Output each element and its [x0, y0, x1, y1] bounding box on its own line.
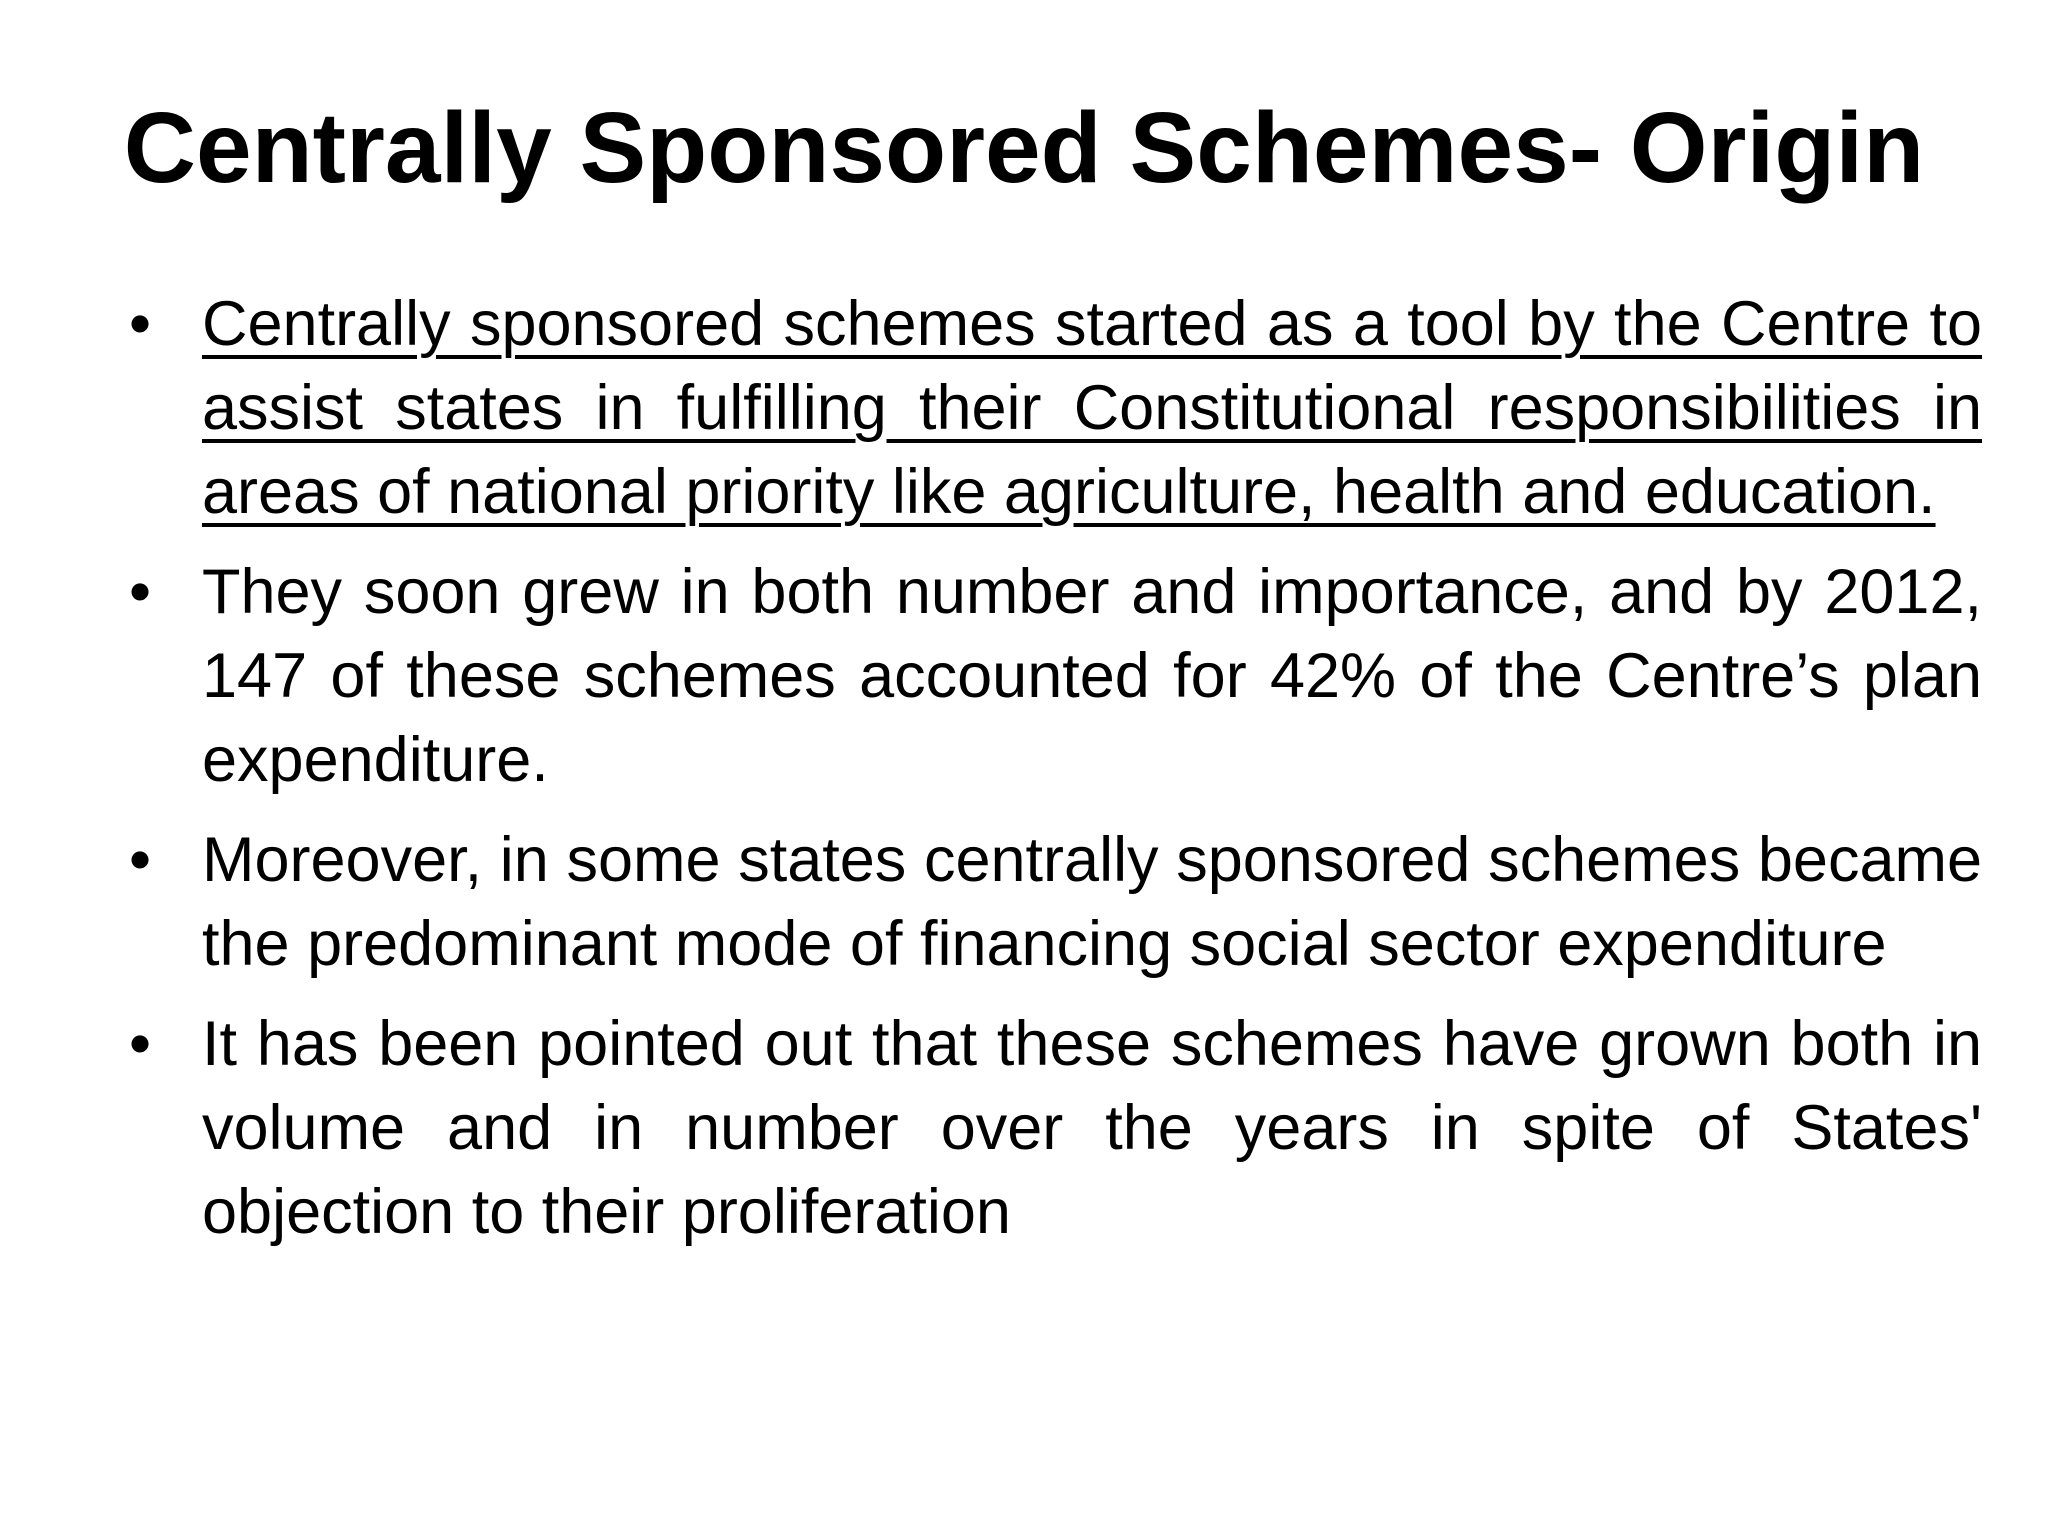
bullet-dot-icon: •: [128, 1009, 152, 1079]
bullet-dot-icon: •: [128, 825, 152, 895]
bullet-item: [120, 818, 1982, 986]
bullet-text: It has been pointed out that these schemes have grown both in volume and in number over the years in spite of States' objection to their proliferation: [202, 1009, 1982, 1247]
bullet-list: [120, 282, 1982, 1270]
bullet-item: [120, 1002, 1982, 1254]
bullet-text: Centrally sponsored schemes started as a tool by the Centre to assist states in fulfilling their Constitutional responsibilities in areas of national priority like agriculture, health and education.: [202, 289, 1982, 527]
slide-title: Centrally Sponsored Schemes- Origin: [123, 92, 1925, 204]
bullet-dot-icon: •: [128, 557, 152, 627]
bullet-item: [120, 282, 1982, 534]
bullet-text: Moreover, in some states centrally sponsored schemes became the predominant mode of financing social sector expenditure: [202, 825, 1982, 979]
bullet-item: [120, 550, 1982, 802]
bullet-dot-icon: •: [128, 289, 152, 359]
bullet-text: They soon grew in both number and importance, and by 2012, 147 of these schemes accounted for 42% of the Centre’s plan expenditure.: [202, 557, 1982, 795]
